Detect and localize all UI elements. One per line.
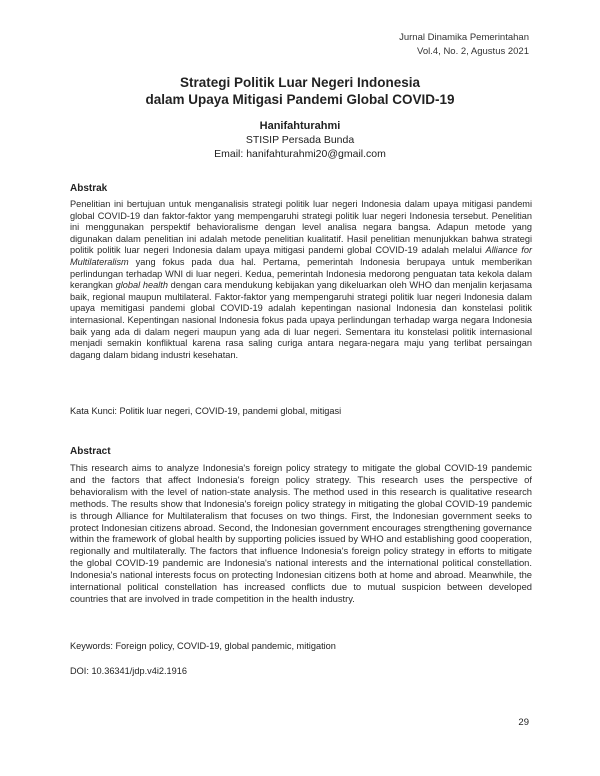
page-number: 29 — [518, 717, 529, 728]
abstrak-italic-alliance: Alliance for Multilateralism — [70, 245, 533, 267]
author-block — [0, 119, 600, 161]
abstrak-text-part-1: Penelitian ini bertujuan untuk menganalisis strategi politik luar negeri Indonesia dalam upaya mitigasi pandemi global COVID-19 dan faktor-faktor yang mempengaruhi strategi politik luar negeri Indonesia tersebut. Penelitian ini menggunakan perspektif behavioralisme dengan level analisa negara bangsa. Adapun metode yang digunakan dalam penelitian ini adalah metode penelitian kualitatif. Hasil penelitian menunjukkan bahwa strategi politik politik luar negeri Indonesia dalam upaya mitigasi pandemi global COVID-19 adalah melalui — [70, 199, 532, 256]
author-affiliation: STISIP Persada Bunda — [245, 134, 355, 146]
abstrak-heading: Abstrak — [70, 183, 108, 194]
title-line-2: dalam Upaya Mitigasi Pandemi Global COVID-19 — [145, 92, 455, 107]
journal-name: Jurnal Dinamika Pemerintahan — [399, 32, 529, 43]
paper-title — [0, 74, 600, 108]
doi: DOI: 10.36341/jdp.v4i2.1916 — [70, 666, 187, 676]
abstrak-text-part-2: yang fokus pada dua hal. Pertama, pemerintah Indonesia berupaya untuk memberikan perlindungan terhadap WNI di luar negeri. Kedua, pemerintah Indonesia medorong penguatan tata kekola dalam kerangkan — [70, 256, 532, 291]
title-line-1: Strategi Politik Luar Negeri Indonesia — [179, 75, 421, 90]
author-email: Email: hanifahturahmi20@gmail.com — [214, 148, 386, 160]
journal-header — [399, 31, 529, 59]
abstract-heading: Abstract — [70, 446, 111, 457]
abstrak-keywords: Kata Kunci: Politik luar negeri, COVID-19, pandemi global, mitigasi — [70, 406, 342, 416]
author-name: Hanifahturahmi — [259, 120, 341, 132]
abstract-keywords: Keywords: Foreign policy, COVID-19, global pandemic, mitigation — [70, 641, 336, 651]
abstrak-text-part-3: dengan cara mendukung kebijakan yang dikeluarkan oleh WHO dan menjalin kerjasama baik, regional maupun multilateral. Faktor-faktor yang mempengaruhi strategi politik luar negeri Indonesia dalam upaya memitigasi pandemi global COVID-19 adalah kepentingan nasional Indonesia dan konstelasi politik internasional. Kepentingan nasional Indonesia fokus pada upaya perlindungan terhadap warga negara Indonesia baik yang ada di dalam negeri maupun yang ada di luar negeri. Sementara itu konstelasi politik internasional menjadi semakin konfliktual karena rasa saling curiga antara negara-negara maju yang terlibat persaingan dagang dalam bidang industri kesehatan. — [70, 280, 532, 360]
abstrak-italic-global-health: global health — [115, 280, 168, 291]
abstract-text: This research aims to analyze Indonesia's foreign policy strategy to mitigate the global COVID-19 pandemic and the factors that affect Indonesia's foreign policy strategy. This research uses the perspective of behavioralism with the level of nation-state analysis. The method used in this research is qualitative research methods. The results show that Indonesia's foreign policy strategy in mitigating the global COVID-19 pandemic is through Alliance for Multilateralism that focuses on two things. First, the Indonesian government seeks to protect Indonesian citizens abroad. Second, the Indonesian government encourages strengthening governance within the framework of global health by supporting policies issued by WHO and establishing good cooperation, regionally and multilaterally. The factors that influence Indonesia's foreign policy strategy in efforts to mitigate the global COVID-19 pandemic are Indonesia's national interests and the international political constellation. Indonesia's national interests focus on protecting Indonesian citizens both at home and abroad. Meanwhile, the international political constellation has increased conflicts due to mutual suspicion between developed countries that are involved in trade competition in the health industry. — [70, 462, 532, 604]
abstrak-text — [70, 199, 532, 361]
journal-volume: Vol.4, No. 2, Agustus 2021 — [417, 46, 529, 57]
